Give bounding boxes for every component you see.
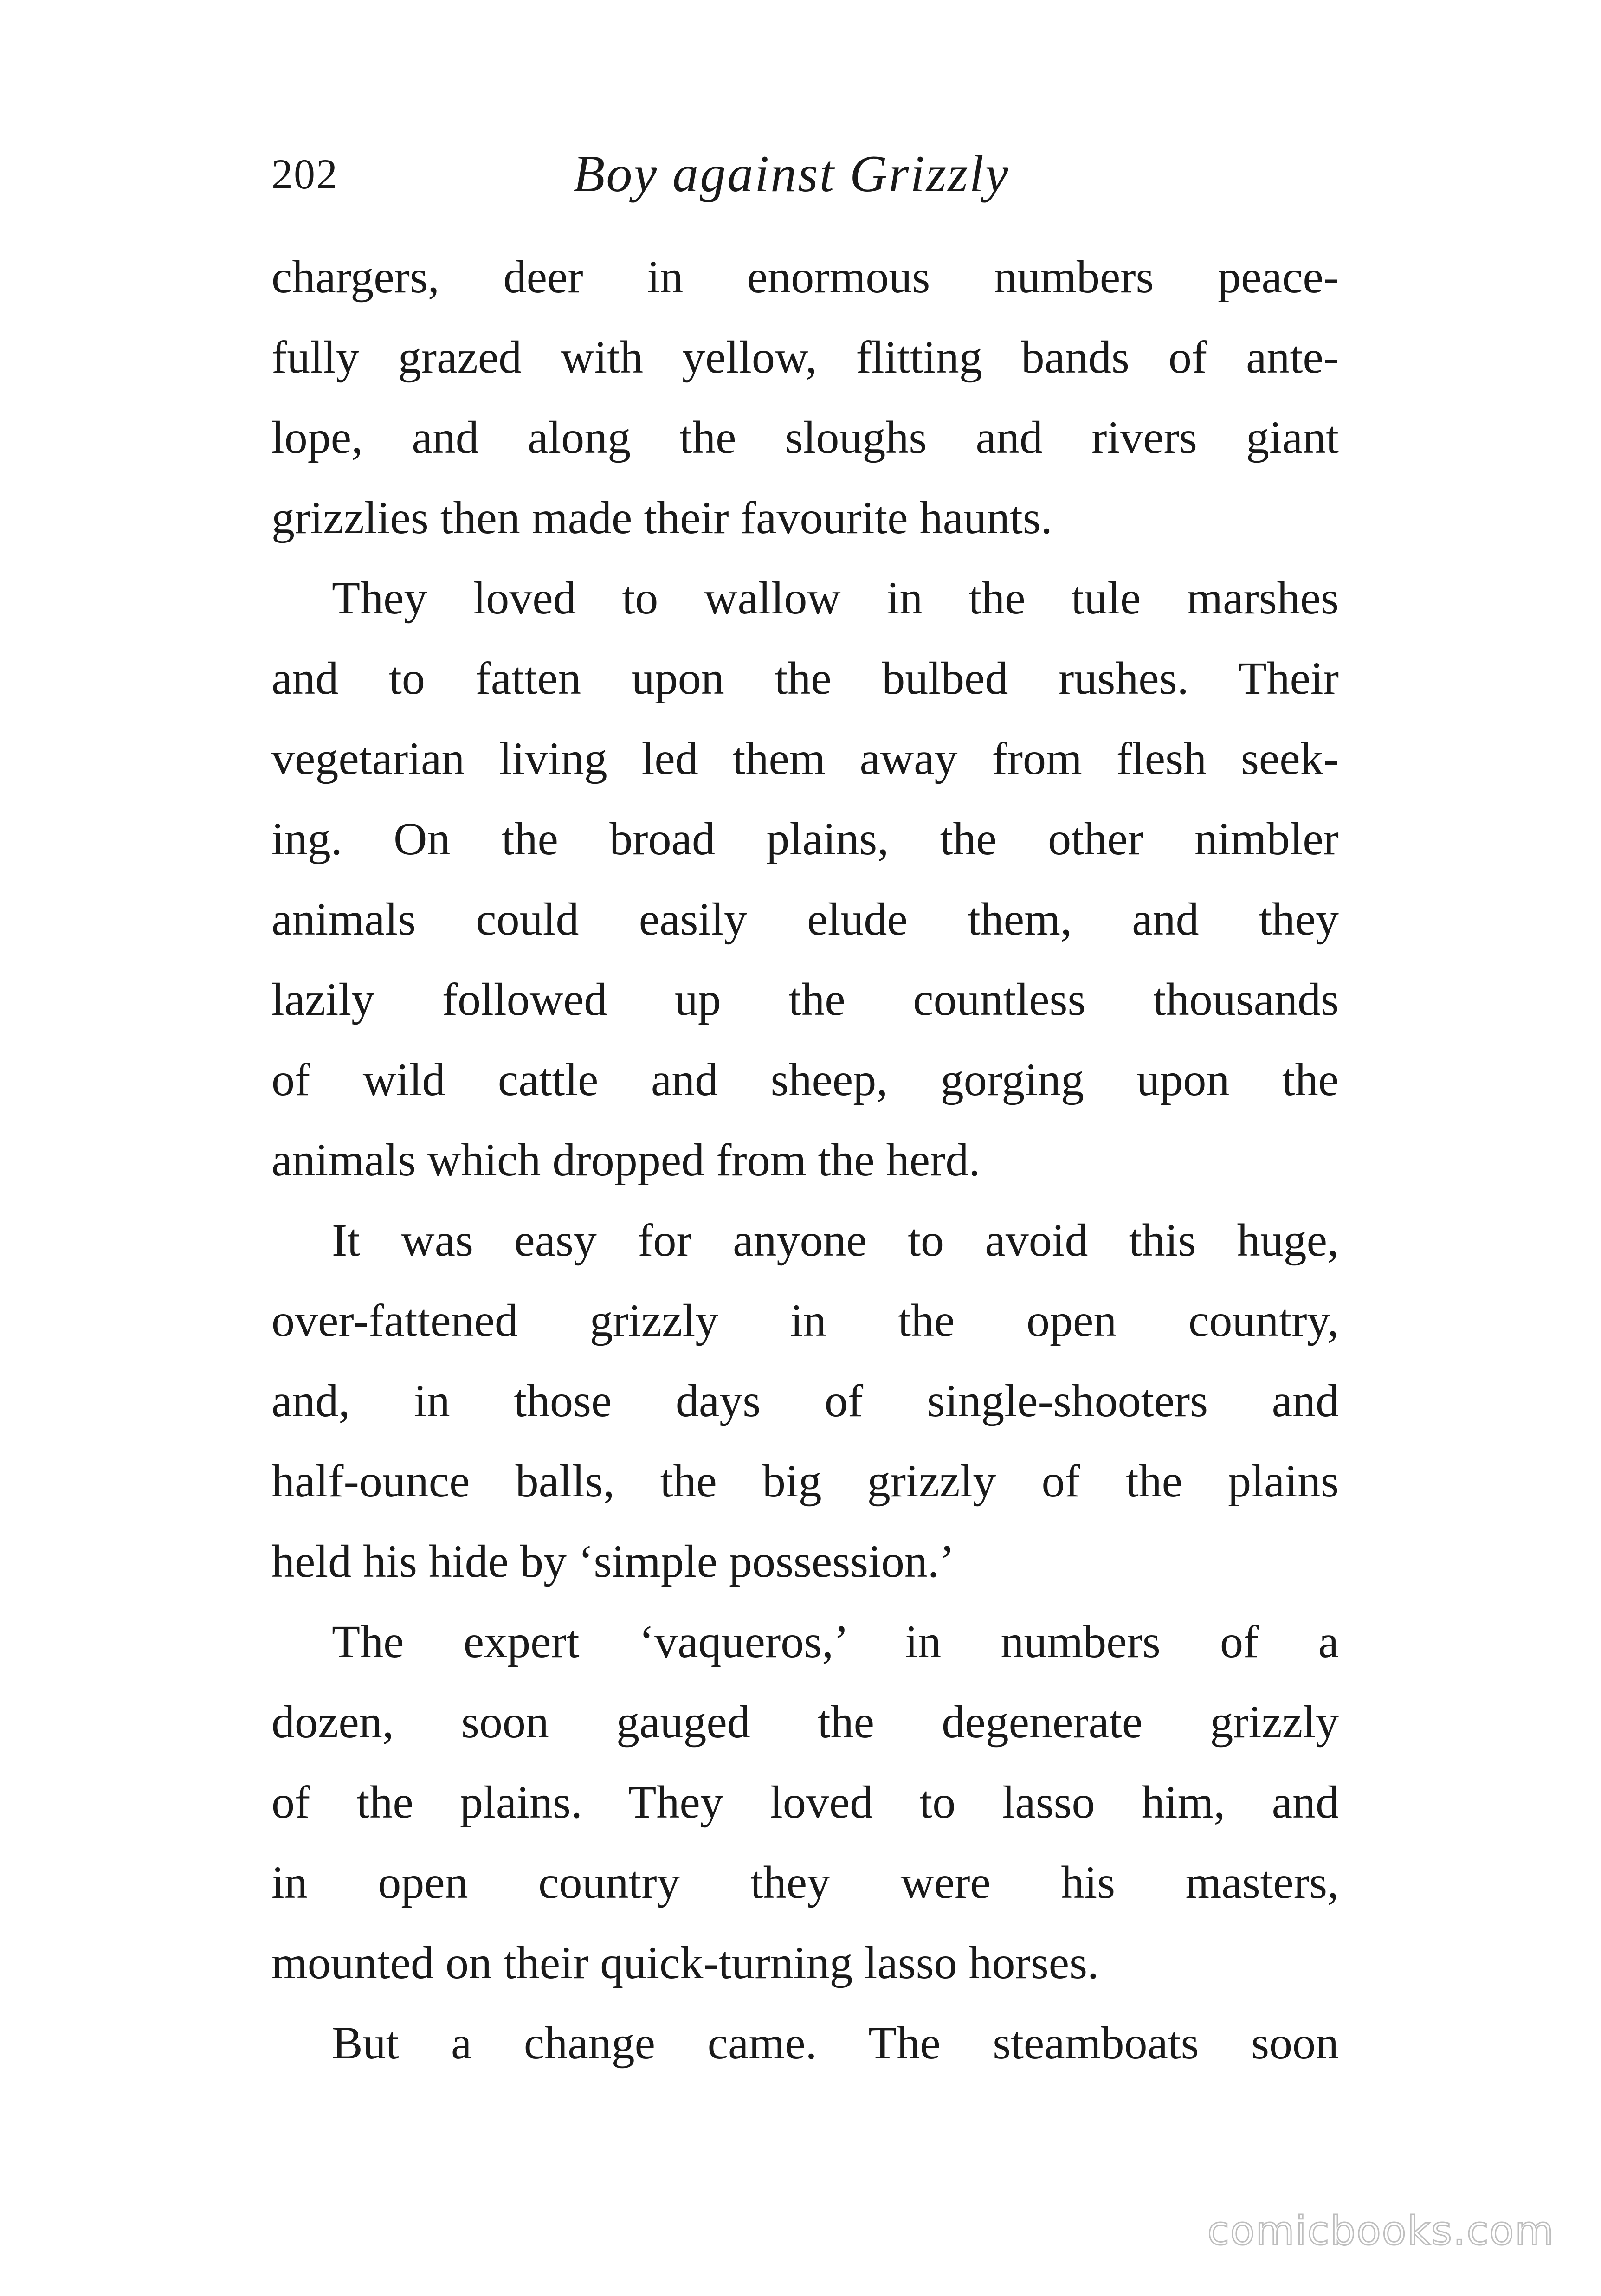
body-text bbox=[271, 237, 1339, 2083]
text-line: lope, and along the sloughs and rivers giant bbox=[271, 412, 1339, 463]
text-line: half-ounce balls, the big grizzly of the plains bbox=[271, 1455, 1339, 1507]
text-line: But a change came. The steamboats soon bbox=[332, 2017, 1339, 2069]
text-line: and to fatten upon the bulbed rushes. Their bbox=[271, 652, 1339, 704]
text-line: animals could easily elude them, and they bbox=[271, 893, 1339, 945]
running-title: Boy against Grizzly bbox=[573, 145, 1010, 203]
text-line: The expert ‘vaqueros,’ in numbers of a bbox=[332, 1616, 1339, 1667]
text-line: It was easy for anyone to avoid this huge, bbox=[332, 1214, 1339, 1266]
text-line: ing. On the broad plains, the other nimbler bbox=[271, 813, 1339, 864]
text-line: of the plains. They loved to lasso him, and bbox=[271, 1776, 1339, 1828]
text-line: lazily followed up the countless thousands bbox=[271, 974, 1339, 1025]
text-line: vegetarian living led them away from flesh seek- bbox=[271, 733, 1339, 784]
text-line: They loved to wallow in the tule marshes bbox=[332, 572, 1339, 624]
text-line: dozen, soon gauged the degenerate grizzly bbox=[271, 1696, 1339, 1748]
text-line: of wild cattle and sheep, gorging upon the bbox=[271, 1054, 1339, 1105]
text-line: and, in those days of single-shooters and bbox=[271, 1375, 1339, 1426]
text-line: grizzlies then made their favourite haunts. bbox=[271, 492, 1052, 543]
page-number: 202 bbox=[271, 150, 338, 198]
text-line: fully grazed with yellow, flitting bands of ante- bbox=[271, 331, 1339, 383]
running-head bbox=[271, 139, 1339, 209]
text-line: mounted on their quick-turning lasso horses. bbox=[271, 1937, 1099, 1988]
text-line: in open country they were his masters, bbox=[271, 1857, 1339, 1908]
text-line: chargers, deer in enormous numbers peace- bbox=[271, 251, 1339, 303]
text-line: held his hide by ‘simple possession.’ bbox=[271, 1535, 955, 1587]
site-watermark: comicbooks.com bbox=[1207, 2208, 1555, 2254]
text-line: animals which dropped from the herd. bbox=[271, 1134, 981, 1186]
text-line: over-fattened grizzly in the open country, bbox=[271, 1295, 1339, 1346]
